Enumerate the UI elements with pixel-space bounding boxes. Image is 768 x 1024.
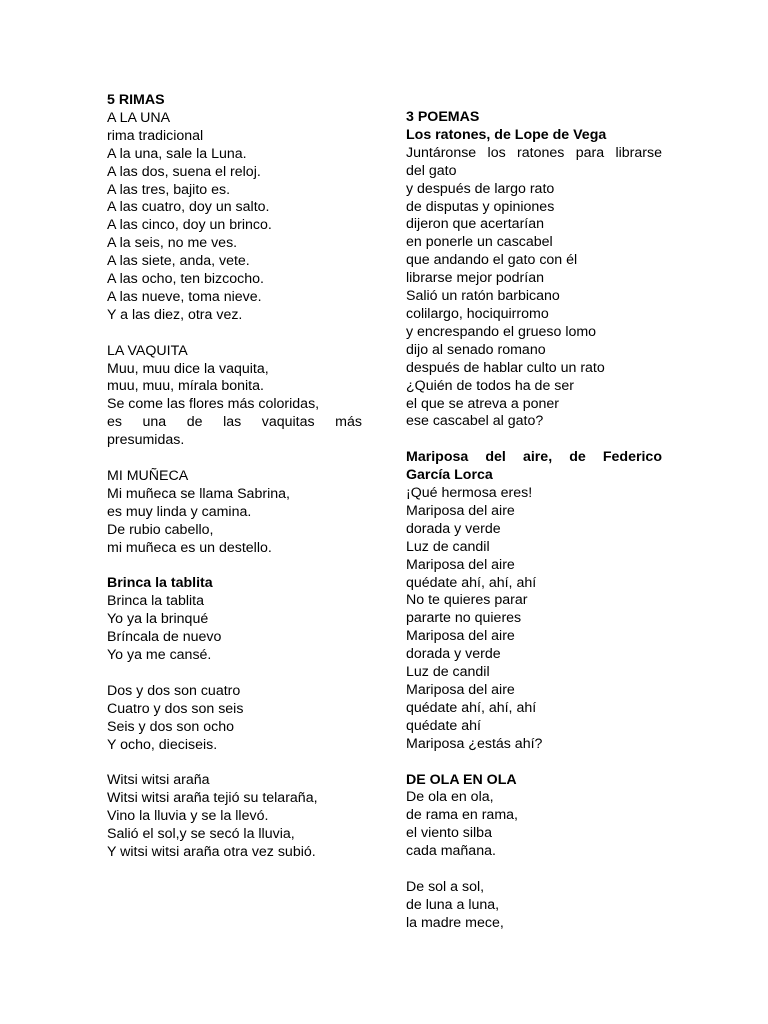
- poem-line: A la seis, no me ves.: [107, 235, 238, 252]
- word: una: [142, 414, 167, 431]
- word: librarse: [615, 144, 662, 161]
- poem-line: Witsi witsi araña: [107, 772, 210, 789]
- poem-line: De sol a sol,: [406, 878, 485, 895]
- poem-line: muu, muu, mírala bonita.: [107, 378, 264, 395]
- poem-line: Yo ya la brinqué: [107, 611, 209, 628]
- poem-line: Mariposa del aire: [406, 681, 515, 698]
- poem-line: colilargo, hociquirromo: [406, 305, 549, 322]
- poem-line: A las nueve, toma nieve.: [107, 288, 262, 305]
- poem-line: pararte no quieres: [406, 610, 522, 627]
- poem-line: de rama en rama,: [406, 807, 518, 824]
- poem-line: A las cinco, doy un brinco.: [107, 217, 272, 234]
- word: del: [485, 449, 506, 466]
- poem-line: quédate ahí, ahí, ahí: [406, 574, 537, 591]
- poem-line: De rubio cabello,: [107, 521, 214, 538]
- poem-line: A las siete, anda, vete.: [107, 253, 250, 270]
- poem-line: A las ocho, ten bizcocho.: [107, 271, 264, 288]
- poem-line: dijeron que acertarían: [406, 216, 545, 233]
- de-ola-en-ola-title: DE OLA EN OLA: [406, 771, 517, 788]
- word: Juntáronse: [406, 144, 477, 161]
- poem-line: Y ocho, dieciseis.: [107, 736, 218, 753]
- poem-line: Mariposa ¿estás ahí?: [406, 735, 543, 752]
- poem-line-justified: [107, 414, 362, 432]
- poem-line: ¡Qué hermosa eres!: [406, 485, 533, 502]
- poem-line: el que se atreva a poner: [406, 395, 560, 412]
- poem-line: del gato: [406, 162, 457, 179]
- poem-line: y encrespando el grueso lomo: [406, 323, 597, 340]
- poem-line: A las tres, bajito es.: [107, 181, 231, 198]
- spacer: [107, 450, 362, 468]
- spacer: [107, 558, 362, 576]
- word: Federico: [602, 449, 662, 466]
- poem-line: Y witsi witsi araña otra vez subió.: [107, 843, 316, 860]
- word: más: [335, 414, 362, 431]
- poemas-heading: 3 POEMAS: [406, 109, 480, 125]
- word: de: [569, 449, 586, 466]
- poem-line: Yo ya me cansé.: [107, 647, 212, 664]
- mariposa-title-line1: [406, 449, 662, 467]
- poem-line: librarse mejor podrían: [406, 270, 544, 287]
- word: las: [223, 414, 242, 431]
- poem-line: Salió el sol,y se secó la lluvia,: [107, 826, 295, 843]
- poem-line: Seis y dos son ocho: [107, 718, 234, 735]
- left-column: [107, 92, 362, 862]
- poem-line: Vino la lluvia y se la llevó.: [107, 808, 269, 825]
- poem-line: Luz de candil: [406, 538, 490, 555]
- poem-line-justified: [406, 145, 662, 163]
- poem-line: de luna a luna,: [406, 896, 500, 913]
- poem-line: quédate ahí, ahí, ahí: [406, 699, 537, 716]
- poem-line: la madre mece,: [406, 914, 504, 931]
- poem-line: dijo al senado romano: [406, 341, 546, 358]
- poem-line: ese cascabel al gato?: [406, 413, 544, 430]
- poem-line: Luz de candil: [406, 664, 490, 681]
- spacer: [107, 754, 362, 772]
- poem-line: Mariposa del aire: [406, 502, 515, 519]
- word: aire,: [522, 449, 553, 466]
- spacer: [406, 861, 662, 879]
- word: ratones: [517, 144, 565, 161]
- rimas-heading: 5 RIMAS: [107, 92, 165, 108]
- mariposa-title-line2: García Lorca: [406, 467, 493, 484]
- poem-line: de disputas y opiniones: [406, 198, 555, 215]
- poem-line: ¿Quién de todos ha de ser: [406, 377, 574, 394]
- poem-line: que andando el gato con él: [406, 252, 578, 269]
- a-la-una-subtitle: rima tradicional: [107, 127, 204, 144]
- poem-line: y después de largo rato: [406, 180, 555, 197]
- poem-line: en ponerle un cascabel: [406, 234, 553, 251]
- word: es: [107, 414, 122, 431]
- poem-line: Mi muñeca se llama Sabrina,: [107, 485, 290, 502]
- right-column: [406, 109, 662, 933]
- poem-line: Dos y dos son cuatro: [107, 682, 241, 699]
- word: vaquitas: [261, 414, 315, 431]
- poem-line: Salió un ratón barbicano: [406, 288, 560, 305]
- poem-line: mi muñeca es un destello.: [107, 539, 272, 556]
- poem-line: De ola en ola,: [406, 789, 494, 806]
- poem-line: dorada y verde: [406, 520, 501, 537]
- poem-line: Se come las flores más coloridas,: [107, 396, 320, 413]
- word: para: [575, 144, 605, 161]
- word: de: [186, 414, 203, 431]
- poem-line: Muu, muu dice la vaquita,: [107, 360, 269, 377]
- poem-line: A las dos, suena el reloj.: [107, 163, 261, 180]
- spacer: [406, 431, 662, 449]
- poem-line: Bríncala de nuevo: [107, 629, 222, 646]
- spacer: [107, 325, 362, 343]
- mi-muneca-title: MI MUÑECA: [107, 468, 189, 484]
- poem-line: A las cuatro, doy un salto.: [107, 199, 270, 216]
- word: Mariposa: [406, 449, 469, 466]
- poem-line: después de hablar culto un rato: [406, 359, 605, 376]
- poem-line: quédate ahí: [406, 717, 481, 734]
- poem-line: Brinca la tablita: [107, 593, 204, 610]
- poem-line: presumidas.: [107, 432, 185, 449]
- poem-line: el viento silba: [406, 825, 492, 842]
- poem-line: cada mañana.: [406, 843, 496, 860]
- poem-line: Y a las diez, otra vez.: [107, 306, 243, 323]
- poem-line: A la una, sale la Luna.: [107, 145, 247, 162]
- brinca-la-tablita-title: Brinca la tablita: [107, 575, 213, 592]
- la-vaquita-title: LA VAQUITA: [107, 342, 188, 359]
- spacer: [107, 665, 362, 683]
- poem-line: Mariposa del aire: [406, 628, 515, 645]
- poem-line: dorada y verde: [406, 646, 501, 663]
- poem-line: Witsi witsi araña tejió su telaraña,: [107, 790, 318, 807]
- spacer: [406, 754, 662, 772]
- poem-line: Mariposa del aire: [406, 556, 515, 573]
- poem-line: es muy linda y camina.: [107, 503, 252, 520]
- word: los: [487, 144, 506, 161]
- a-la-una-title: A LA UNA: [107, 109, 171, 126]
- ratones-title: Los ratones, de Lope de Vega: [406, 126, 607, 143]
- poem-line: No te quieres parar: [406, 592, 528, 609]
- poem-line: Cuatro y dos son seis: [107, 700, 244, 717]
